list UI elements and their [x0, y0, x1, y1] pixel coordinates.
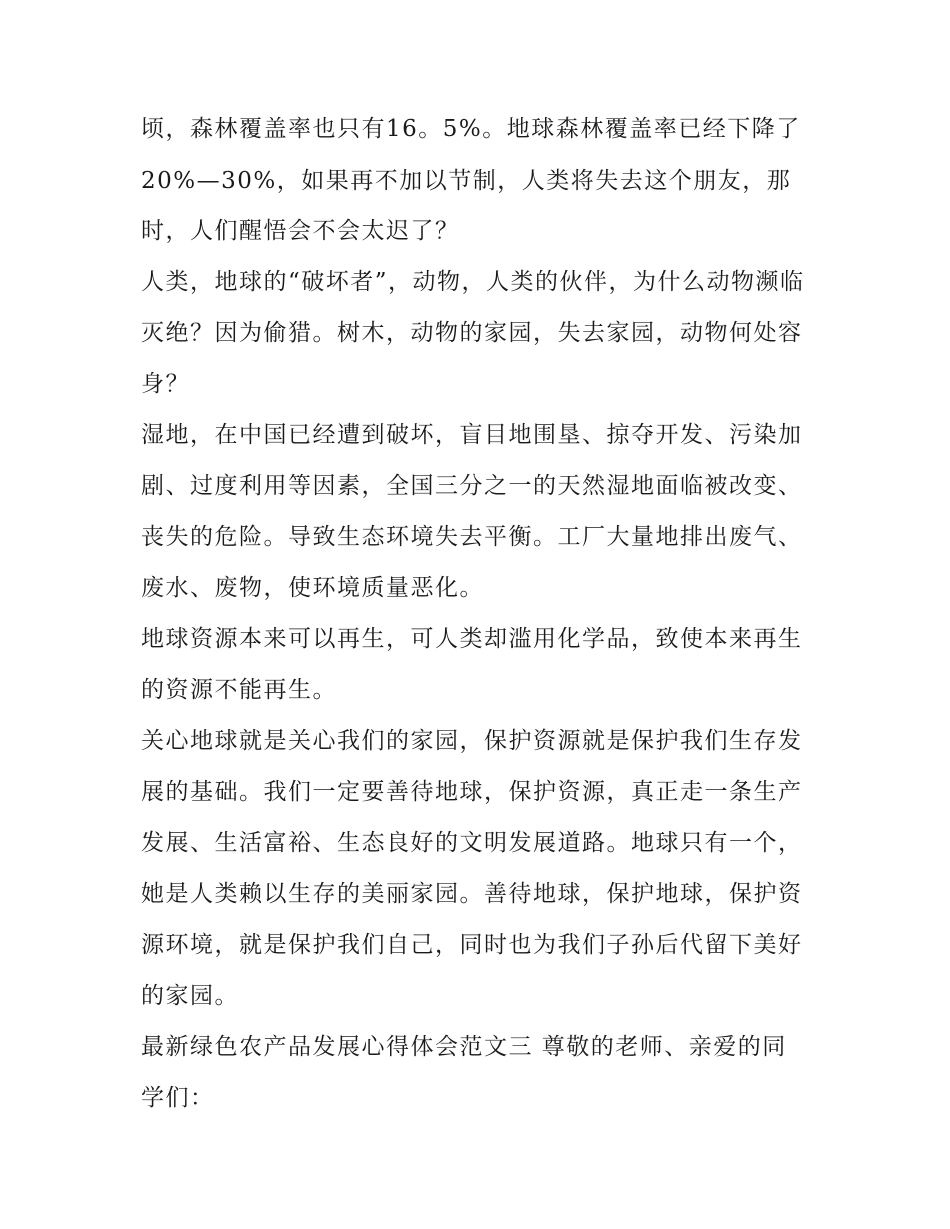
text-line: 她是人类赖以生存的美丽家园。善待地球，保护地球，保护资 [141, 881, 803, 907]
text-line: 剧、过度利用等因素，全国三分之一的天然湿地面临被改变、 [141, 473, 803, 499]
text-line: 最新绿色农产品发展心得体会范文三 尊敬的老师、亲爱的同 [141, 1034, 787, 1060]
text-line: 人类，地球的“破坏者”，动物，人类的伙伴，为什么动物濒临 [141, 269, 805, 295]
text-line: 地球资源本来可以再生，可人类却滥用化学品，致使本来再生 [141, 626, 803, 652]
text-line: 的家园。 [141, 983, 239, 1009]
text-line: 顷，森林覆盖率也只有16。5%。地球森林覆盖率已经下降了 [141, 116, 801, 142]
text-line: 时，人们醒悟会不会太迟了？ [141, 218, 460, 244]
text-line: 20%—30%，如果再不加以节制，人类将失去这个朋友，那 [141, 168, 792, 194]
text-line: 源环境，就是保护我们自己，同时也为我们子孙后代留下美好 [141, 932, 803, 958]
text-line: 学们： [141, 1085, 215, 1111]
text-line: 身？ [141, 371, 190, 397]
text-line: 关心地球就是关心我们的家园，保护资源就是保护我们生存发 [141, 728, 803, 754]
text-line: 的资源不能再生。 [141, 677, 337, 703]
text-line: 展的基础。我们一定要善待地球，保护资源，真正走一条生产 [141, 779, 803, 805]
text-line: 废水、废物，使环境质量恶化。 [141, 575, 484, 601]
text-line: 丧失的危险。导致生态环境失去平衡。工厂大量地排出废气、 [141, 524, 803, 550]
text-line: 湿地，在中国已经遭到破坏，盲目地围垦、掠夺开发、污染加 [141, 422, 803, 448]
text-line: 发展、生活富裕、生态良好的文明发展道路。地球只有一个， [141, 830, 803, 856]
text-line: 灭绝？因为偷猎。树木，动物的家园，失去家园，动物何处容 [141, 320, 803, 346]
